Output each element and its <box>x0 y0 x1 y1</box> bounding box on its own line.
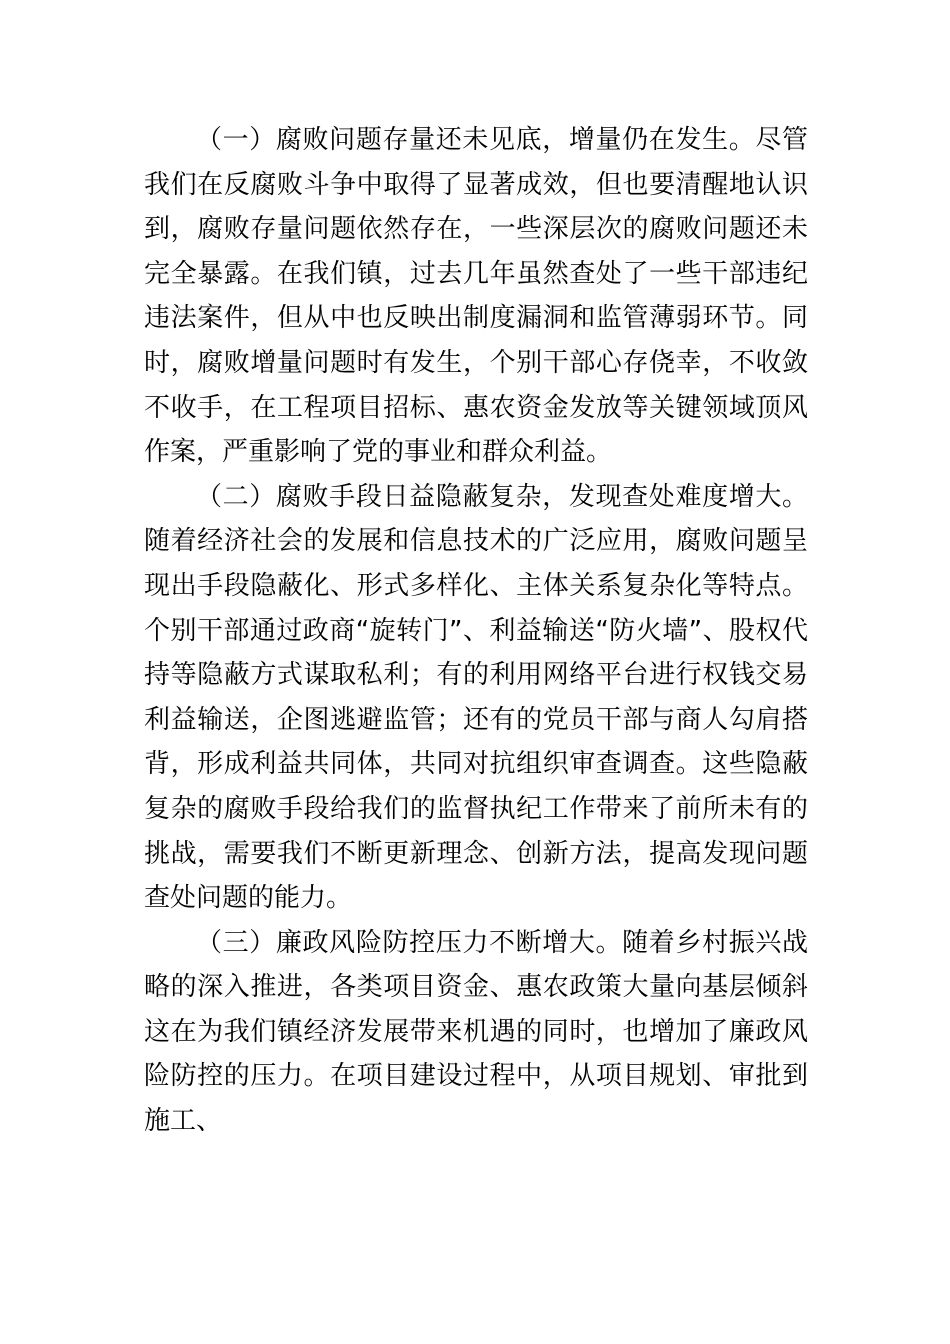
text-line: 利益输送，企图逃避监管；还有的党员干部与商人勾肩搭 <box>144 704 808 735</box>
text-line: 个别干部通过政商“旋转门”、利益输送“防火墙”、股权代 <box>144 615 808 646</box>
paragraph-2 <box>144 475 808 921</box>
text-line: 违法案件，但从中也反映出制度漏洞和监管薄弱环节。同 <box>144 303 808 334</box>
text-line: 完全暴露。在我们镇，过去几年虽然查处了一些干部违纪 <box>144 258 808 289</box>
text-line: 现出手段隐蔽化、形式多样化、主体关系复杂化等特点。 <box>144 570 808 601</box>
text-line: 施工、 <box>144 1106 223 1137</box>
paragraph-1 <box>144 118 808 475</box>
text-line: 我们在反腐败斗争中取得了显著成效，但也要清醒地认识 <box>144 169 808 200</box>
text-line: 险防控的压力。在项目建设过程中，从项目规划、审批到 <box>144 1061 808 1092</box>
text-line: 不收手，在工程项目招标、惠农资金发放等关键领域顶风 <box>144 392 808 423</box>
document-body <box>144 118 808 1144</box>
text-line: （二）腐败手段日益隐蔽复杂，发现查处难度增大。 <box>196 481 808 512</box>
text-line: 这在为我们镇经济发展带来机遇的同时，也增加了廉政风 <box>144 1016 808 1047</box>
text-line: 随着经济社会的发展和信息技术的广泛应用，腐败问题呈 <box>144 526 808 557</box>
text-line: 挑战，需要我们不断更新理念、创新方法，提高发现问题 <box>144 838 808 869</box>
text-line: 时，腐败增量问题时有发生，个别干部心存侥幸，不收敛 <box>144 347 808 378</box>
text-line: （三）廉政风险防控压力不断增大。随着乡村振兴战 <box>196 927 808 958</box>
text-line: 查处问题的能力。 <box>144 883 353 914</box>
text-line: 持等隐蔽方式谋取私利；有的利用网络平台进行权钱交易 <box>144 660 808 691</box>
text-line: 略的深入推进，各类项目资金、惠农政策大量向基层倾斜 <box>144 972 808 1003</box>
text-line: 背，形成利益共同体，共同对抗组织审查调查。这些隐蔽 <box>144 749 808 780</box>
text-line: 到，腐败存量问题依然存在，一些深层次的腐败问题还未 <box>144 214 808 245</box>
text-line: （一）腐败问题存量还未见底，增量仍在发生。尽管 <box>196 125 808 155</box>
text-line: 复杂的腐败手段给我们的监督执纪工作带来了前所未有的 <box>144 793 808 824</box>
paragraph-3 <box>144 921 808 1144</box>
text-line: 作案，严重影响了党的事业和群众利益。 <box>144 437 613 468</box>
